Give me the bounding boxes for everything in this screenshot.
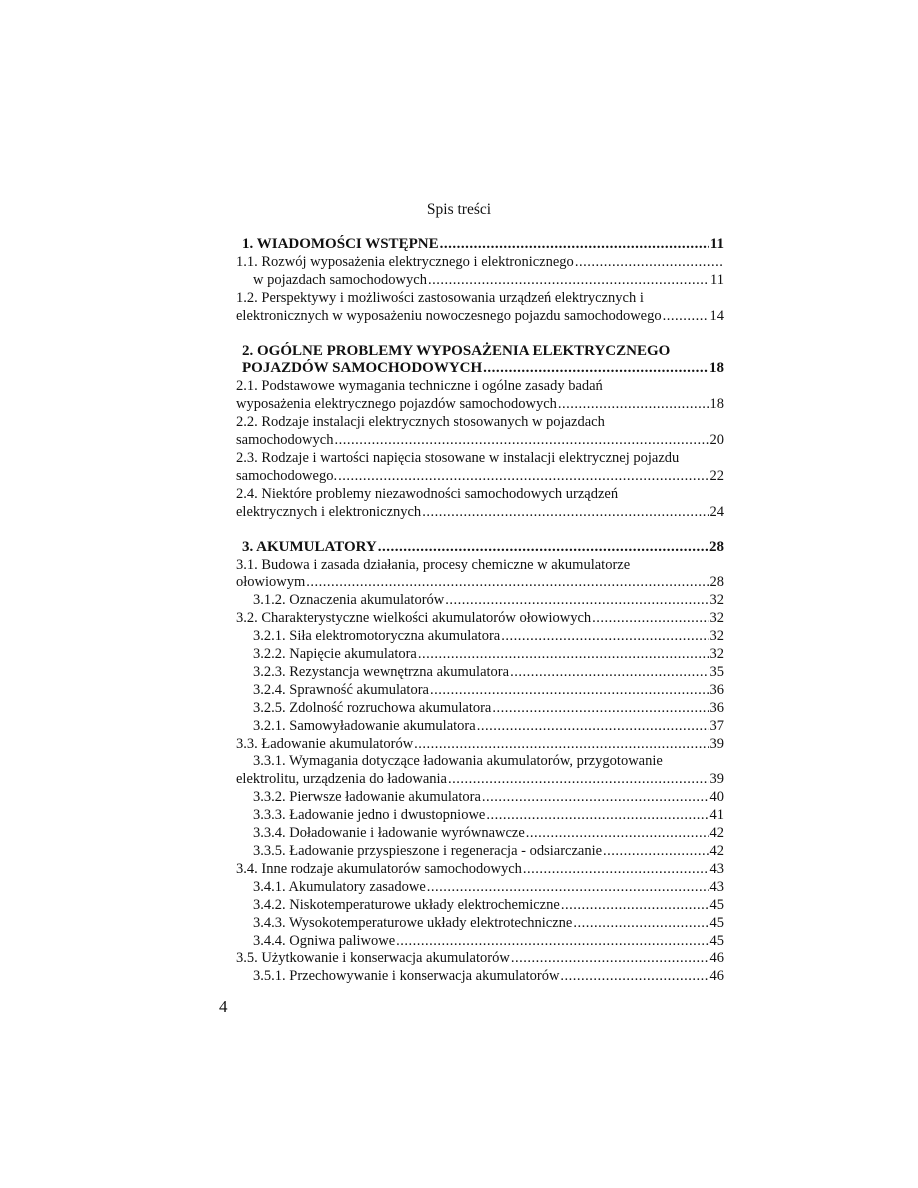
toc-page-number: 28 bbox=[709, 538, 724, 555]
toc-entry[interactable] bbox=[236, 789, 724, 807]
toc-entry-title: 3.4.2. Niskotemperaturowe układy elektrochemiczne bbox=[253, 896, 560, 913]
dot-leader bbox=[445, 592, 708, 610]
toc-entry-row bbox=[253, 825, 724, 843]
toc-page-number: 41 bbox=[709, 807, 724, 824]
toc-entry-title: elektrycznych i elektronicznych bbox=[236, 503, 422, 520]
toc-entry-row bbox=[253, 592, 724, 610]
toc-page-number: 46 bbox=[709, 968, 724, 985]
dot-leader bbox=[428, 272, 709, 290]
toc-entry-row bbox=[236, 950, 724, 968]
toc-entry-row bbox=[253, 807, 724, 825]
toc-entry-row bbox=[236, 610, 724, 628]
dot-leader bbox=[573, 915, 708, 933]
toc-entry[interactable] bbox=[236, 254, 724, 290]
toc-entry-row bbox=[253, 789, 724, 807]
toc-chapter[interactable] bbox=[236, 539, 724, 557]
toc-entry-title: 3. AKUMULATORY bbox=[242, 538, 377, 555]
toc-entry-row bbox=[236, 396, 724, 414]
toc-page-number: 42 bbox=[709, 825, 724, 842]
toc-entry[interactable] bbox=[236, 378, 724, 414]
toc-entry-row bbox=[253, 968, 724, 986]
toc-entry-title: wyposażenia elektrycznego pojazdów samochodowych bbox=[236, 396, 557, 413]
toc-page-number: 39 bbox=[709, 771, 724, 788]
toc-page-number: 39 bbox=[709, 735, 724, 752]
toc-entry[interactable] bbox=[236, 933, 724, 951]
toc-entry-title: 3.2.1. Samowyładowanie akumulatora bbox=[253, 717, 476, 734]
toc-page-number: 43 bbox=[709, 860, 724, 877]
toc-entry-row bbox=[253, 879, 724, 897]
dot-leader bbox=[492, 700, 708, 718]
toc-entry-title: POJAZDÓW SAMOCHODOWYCH bbox=[242, 360, 483, 377]
toc-entry-title: w pojazdach samochodowych bbox=[253, 271, 427, 288]
toc-entry-row bbox=[236, 254, 724, 272]
toc-entry-title: 3.2.3. Rezystancja wewnętrzna akumulatora bbox=[253, 663, 510, 680]
toc-entry-title: 1. WIADOMOŚCI WSTĘPNE bbox=[242, 236, 439, 252]
toc-page-number: 36 bbox=[709, 699, 724, 716]
toc-entry[interactable] bbox=[236, 290, 724, 326]
toc-page-number: 11 bbox=[710, 271, 724, 288]
toc-entry-title: ołowiowym bbox=[236, 574, 306, 591]
toc-entry-row bbox=[253, 897, 724, 915]
toc-page-number: 42 bbox=[709, 843, 724, 859]
toc-entry-title: 3.3.2. Pierwsze ładowanie akumulatora bbox=[253, 789, 481, 806]
toc-entry-row bbox=[236, 504, 724, 522]
dot-leader bbox=[558, 396, 709, 414]
toc-entry-row bbox=[253, 933, 724, 951]
toc-entry-row bbox=[253, 843, 724, 861]
toc-entry[interactable] bbox=[236, 610, 724, 628]
toc-entry-row bbox=[236, 360, 724, 378]
toc-page-number: 14 bbox=[709, 307, 724, 324]
toc-page-number: 32 bbox=[709, 610, 724, 627]
dot-leader bbox=[334, 432, 708, 450]
toc-page-number: 40 bbox=[709, 789, 724, 806]
toc-entry[interactable] bbox=[236, 897, 724, 915]
toc-entry-title: 3.3.5. Ładowanie przyspieszone i regeneracja - odsiarczanie bbox=[253, 843, 603, 859]
dot-leader bbox=[482, 789, 709, 807]
toc-entry[interactable] bbox=[236, 486, 724, 522]
toc-entry-line: 1.2. Perspektywy i możliwości zastosowania urządzeń elektrycznych i bbox=[236, 289, 644, 306]
toc-entry-title: 3.3. Ładowanie akumulatorów bbox=[236, 735, 414, 752]
toc-entry-row bbox=[253, 718, 724, 736]
toc-page-number: 18 bbox=[709, 360, 724, 377]
toc-entry-row bbox=[236, 468, 724, 486]
toc-entry-row bbox=[236, 861, 724, 879]
toc-page-number: 11 bbox=[709, 236, 724, 252]
toc-entry-row bbox=[253, 646, 724, 664]
dot-leader bbox=[526, 825, 709, 843]
toc-entry[interactable] bbox=[236, 414, 724, 450]
toc-entry-row bbox=[253, 915, 724, 933]
toc-entry-title: 3.5.1. Przechowywanie i konserwacja akumulatorów bbox=[253, 968, 560, 985]
toc-entry[interactable] bbox=[236, 682, 724, 700]
dot-leader bbox=[561, 897, 709, 915]
table-of-contents bbox=[236, 236, 724, 986]
toc-entry-title: elektrolitu, urządzenia do ładowania bbox=[236, 771, 447, 788]
toc-page-number: 32 bbox=[709, 646, 724, 663]
toc-entry[interactable] bbox=[236, 557, 724, 593]
toc-entry[interactable] bbox=[236, 753, 724, 789]
dot-leader bbox=[486, 807, 708, 825]
toc-entry-row bbox=[236, 432, 724, 450]
dot-leader bbox=[603, 843, 708, 861]
toc-entry-line: 2.3. Rodzaje i wartości napięcia stosowane w instalacji elektrycznej pojazdu bbox=[236, 449, 680, 466]
toc-entry-title: elektronicznych w wyposażeniu nowoczesnego pojazdu samochodowego bbox=[236, 307, 662, 324]
dot-leader bbox=[338, 468, 708, 486]
toc-entry-row bbox=[236, 539, 724, 557]
toc-page-number: 22 bbox=[709, 467, 724, 484]
toc-entry-title: 3.4.1. Akumulatory zasadowe bbox=[253, 878, 426, 895]
toc-entry[interactable] bbox=[236, 700, 724, 718]
toc-page-number: 28 bbox=[709, 574, 724, 591]
toc-entry[interactable] bbox=[236, 628, 724, 646]
page-number: 4 bbox=[219, 997, 228, 1016]
toc-page-number: 45 bbox=[709, 914, 724, 931]
dot-leader bbox=[483, 360, 708, 378]
toc-entry-title: samochodowego. bbox=[236, 467, 338, 484]
toc-entry-title: 1.1. Rozwój wyposażenia elektrycznego i elektronicznego bbox=[236, 253, 574, 270]
toc-entry-row bbox=[236, 736, 724, 754]
page-title: Spis treści bbox=[426, 201, 492, 218]
toc-entry-title: 3.3.3. Ładowanie jedno i dwustopniowe bbox=[253, 807, 486, 824]
dot-leader bbox=[501, 628, 708, 646]
dot-leader bbox=[378, 539, 708, 557]
toc-entry-title: 3.2.2. Napięcie akumulatora bbox=[253, 646, 417, 663]
toc-entry-title: 3.4.3. Wysokotemperaturowe układy elektrotechniczne bbox=[253, 914, 573, 931]
toc-entry-row bbox=[236, 574, 724, 592]
dot-leader bbox=[422, 504, 708, 522]
dot-leader bbox=[448, 771, 709, 789]
toc-entry-row bbox=[253, 700, 724, 718]
dot-leader bbox=[396, 933, 708, 951]
toc-page-number: 20 bbox=[709, 432, 724, 449]
toc-page-number: 36 bbox=[709, 681, 724, 698]
dot-leader bbox=[427, 879, 709, 897]
dot-leader bbox=[440, 236, 709, 254]
toc-entry-row bbox=[253, 628, 724, 646]
toc-page-number: 32 bbox=[709, 592, 724, 609]
toc-entry-title: 3.2. Charakterystyczne wielkości akumulatorów ołowiowych bbox=[236, 610, 592, 627]
toc-page-number: 24 bbox=[709, 503, 724, 520]
dot-leader bbox=[523, 861, 709, 879]
toc-page-number: 37 bbox=[709, 717, 724, 734]
toc-page-number: 35 bbox=[709, 663, 724, 680]
dot-leader bbox=[430, 682, 709, 700]
toc-page-number: 45 bbox=[709, 932, 724, 949]
toc-entry-title: samochodowych bbox=[236, 432, 334, 449]
dot-leader bbox=[560, 968, 708, 986]
toc-entry-title: 3.1.2. Oznaczenia akumulatorów bbox=[253, 592, 445, 609]
dot-leader bbox=[414, 736, 708, 754]
toc-entry[interactable] bbox=[236, 646, 724, 664]
toc-entry-title: 3.2.5. Zdolność rozruchowa akumulatora bbox=[253, 699, 492, 716]
toc-entry-row bbox=[236, 308, 724, 326]
toc-entry[interactable] bbox=[236, 807, 724, 825]
toc-entry-line: 3.1. Budowa i zasada działania, procesy chemiczne w akumulatorze bbox=[236, 556, 631, 573]
toc-entry[interactable] bbox=[236, 968, 724, 986]
toc-page-number: 45 bbox=[709, 896, 724, 913]
dot-leader bbox=[510, 664, 708, 682]
toc-entry-row bbox=[253, 682, 724, 700]
dot-leader bbox=[575, 254, 723, 272]
toc-page-number: 32 bbox=[709, 628, 724, 645]
dot-leader bbox=[663, 308, 709, 326]
toc-entry[interactable] bbox=[236, 861, 724, 879]
toc-entry-line: 2. OGÓLNE PROBLEMY WYPOSAŻENIA ELEKTRYCZNEGO bbox=[242, 342, 671, 359]
toc-entry[interactable] bbox=[236, 950, 724, 968]
toc-entry-line: 3.3.1. Wymagania dotyczące ładowania akumulatorów, przygotowanie bbox=[253, 753, 663, 770]
toc-entry[interactable] bbox=[236, 915, 724, 933]
dot-leader bbox=[592, 610, 708, 628]
toc-entry[interactable] bbox=[236, 450, 724, 486]
dot-leader bbox=[306, 574, 708, 592]
toc-chapter[interactable] bbox=[236, 343, 724, 379]
toc-entry[interactable] bbox=[236, 825, 724, 843]
toc-entry-row bbox=[253, 664, 724, 682]
toc-entry[interactable] bbox=[236, 736, 724, 754]
toc-entry-row bbox=[236, 236, 724, 254]
toc-entry-title: 3.5. Użytkowanie i konserwacja akumulatorów bbox=[236, 950, 510, 967]
toc-entry[interactable] bbox=[236, 879, 724, 897]
toc-entry-title: 3.2.1. Siła elektromotoryczna akumulatora bbox=[253, 628, 501, 645]
toc-chapter[interactable] bbox=[236, 236, 724, 254]
toc-entry[interactable] bbox=[236, 664, 724, 682]
toc-entry[interactable] bbox=[236, 592, 724, 610]
toc-entry-row bbox=[236, 272, 724, 290]
toc-entry-line: 2.1. Podstawowe wymagania techniczne i ogólne zasady badań bbox=[236, 378, 603, 395]
toc-page-number: 43 bbox=[709, 878, 724, 895]
dot-leader bbox=[418, 646, 709, 664]
toc-entry[interactable] bbox=[236, 718, 724, 736]
toc-entry[interactable] bbox=[236, 843, 724, 861]
dot-leader bbox=[511, 950, 709, 968]
toc-entry-title: 3.4.4. Ogniwa paliwowe bbox=[253, 932, 396, 949]
toc-entry-title: 3.2.4. Sprawność akumulatora bbox=[253, 681, 429, 698]
toc-entry-line: 2.2. Rodzaje instalacji elektrycznych stosowanych w pojazdach bbox=[236, 414, 605, 431]
toc-entry-title: 3.4. Inne rodzaje akumulatorów samochodowych bbox=[236, 860, 522, 877]
toc-entry-title: 3.3.4. Doładowanie i ładowanie wyrównawcze bbox=[253, 825, 525, 842]
toc-page-number: 46 bbox=[709, 950, 724, 967]
toc-page-number: 18 bbox=[709, 396, 724, 413]
dot-leader bbox=[477, 718, 709, 736]
toc-entry-line: 2.4. Niektóre problemy niezawodności samochodowych urządzeń bbox=[236, 485, 619, 502]
toc-entry-row bbox=[236, 771, 724, 789]
